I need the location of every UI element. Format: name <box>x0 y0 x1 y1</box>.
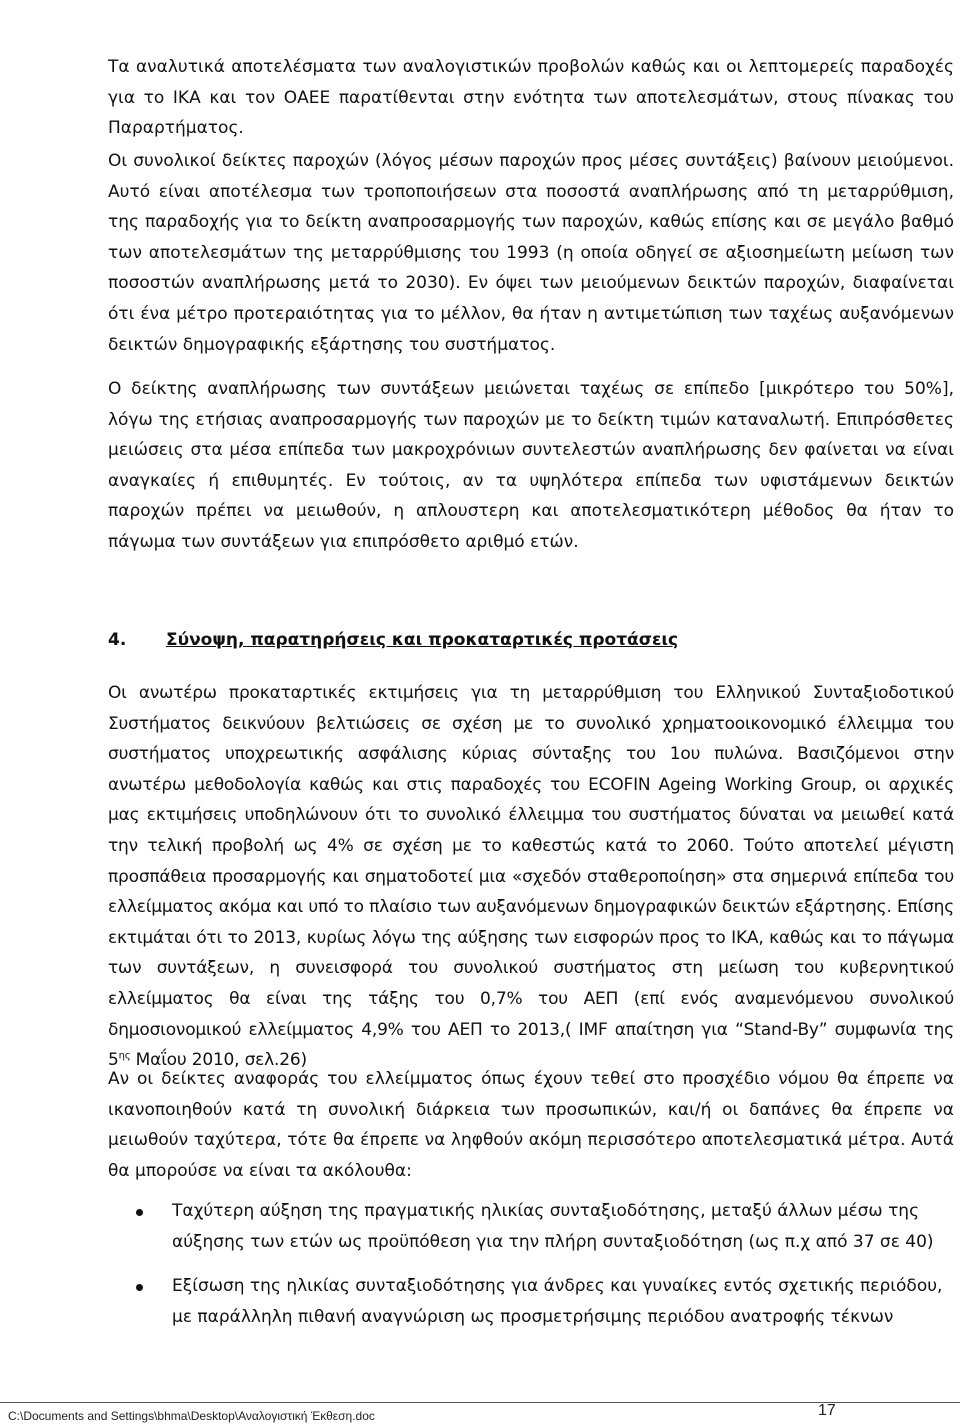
paragraph-summary-end: Μαΐου 2010, σελ.26) <box>130 1050 307 1071</box>
section-title: Σύνοψη, παρατηρήσεις και προκαταρτικές προτάσεις <box>166 630 679 650</box>
ordinal-superscript: ης <box>118 1050 131 1062</box>
section-number: 4. <box>108 630 127 650</box>
footer-file-path: C:\Documents and Settings\bhma\Desktop\Αναλογιστική Έκθεση.doc <box>8 1409 375 1423</box>
paragraph-summary-text: Οι ανωτέρω προκαταρτικές εκτιμήσεις για τη μεταρρύθμιση του Ελληνικού Συνταξιοδοτικού Συστήματος δεικνύουν βελτιώσεις σε σχέση με το συνολικό χρηματοοικονομικό έλλειμμα του συστήματος υποχρεωτικής ασφάλισης κύριας σύνταξης του 1ου πυλώνα. Βασιζόμενοι στην ανωτέρω μεθοδολογία καθώς και στις παραδοχές του ECOFIN Ageing Working Group, οι αρχικές μας εκτιμήσεις υποδηλώνουν ότι το συνολικό έλλειμμα του συστήματος δύναται να μειωθεί κατά την τελική προβολή ως 4% σε σχέση με το καθεστώς κατά το 2060. Τούτο αποτελεί μέγιστη προσπάθεια προσαρμογής και σηματοδοτεί μια «σχεδόν σταθεροποίηση» στα σημερινά επίπεδα του ελλείμματος ακόμα και υπό το πλαίσιο των αυξανόμενων δημογραφικών δεικτών εξάρτησης. Επίσης εκτιμάται ότι το 2013, κυρίως λόγω της αύξησης των εισφορών προς το ΙΚΑ, καθώς και το πάγωμα των συντάξεων, η συνεισφορά του συνολικού συστήματος στη μείωση του κυβερνητικού ελλείμματος θα είναι της τάξης του 0,7% του ΑΕΠ (επί ενός αναμενόμενου συνολικού δημοσιονομικού ελλείμματος 4,9% του ΑΕΠ το 2013,( IMF απαίτηση για “Stand-By” συμφωνία της 5 <box>108 683 954 1071</box>
page-number: 17 <box>818 1402 836 1419</box>
page-footer <box>0 1402 960 1425</box>
list-item <box>108 1196 954 1257</box>
list-item <box>108 1271 954 1332</box>
list-item-text: Εξίσωση της ηλικίας συνταξιοδότησης για άνδρες και γυναίκες εντός σχετικής περιόδου, με παράλληλη πιθανή αναγνώριση ως προσμετρήσιμης περιόδου ανατροφής τέκνων <box>172 1276 943 1327</box>
paragraph-benefit-ratios: Οι συνολικοί δείκτες παροχών (λόγος μέσων παροχών προς μέσες συντάξεις) βαίνουν μειούμενοι. Αυτό είναι αποτέλεσμα των τροποποιήσεων στα ποσοστά αναπλήρωσης από τη μεταρρύθμιση, της παραδοχής για το δείκτη αναπροσαρμογής των παροχών, καθώς επίσης και σε μεγάλο βαθμό των αποτελεσμάτων της μεταρρύθμισης του 1993 (η οποία οδηγεί σε αξιοσημείωτη μείωση των ποσοστών αναπλήρωσης μετά το 2030). Εν όψει των μειούμενων δεικτών παροχών, διαφαίνεται ότι ένα μέτρο προτεραιότητας για το μέλλον, θα ήταν η αντιμετώπιση των ταχέως αυξανόμενων δεικτών δημογραφικής εξάρτησης του συστήματος. <box>108 151 954 355</box>
section-heading <box>108 630 954 650</box>
list-item-text: Ταχύτερη αύξηση της πραγματικής ηλικίας συνταξιοδότησης, μεταξύ άλλων μέσω της αύξησης των ετών ως προϋπόθεση για την πλήρη συνταξιοδότηση (ως π.χ από 37 σε 40) <box>172 1201 934 1252</box>
paragraph-results: Τα αναλυτικά αποτελέσματα των αναλογιστικών προβολών καθώς και οι λεπτομερείς παραδοχές για το ΙΚΑ και τον ΟΑΕΕ παρατίθενται στην ενότητα των αποτελεσμάτων, στους πίνακας του Παραρτήματος. <box>108 57 954 139</box>
measures-list <box>108 1196 954 1346</box>
paragraph-summary <box>108 678 954 1076</box>
paragraph-measures-intro: Αν οι δείκτες αναφοράς του ελλείμματος όπως έχουν τεθεί στο προσχέδιο νόμου θα έπρεπε να ικανοποιηθούν κατά τη συνολική διάρκεια των προσωπικών, και/ή οι δαπάνες θα έπρεπε να μειωθούν ταχύτερα, τότε θα έπρεπε να ληφθούν ακόμη περισσότερο αποτελεσματικά μέτρα. Αυτά θα μπορούσε να είναι τα ακόλουθα: <box>108 1069 954 1181</box>
paragraph-replacement-rate: Ο δείκτης αναπλήρωσης των συντάξεων μειώνεται ταχέως σε επίπεδο [μικρότερο του 50%], λόγω της ετήσιας αναπροσαρμογής των παροχών με το δείκτη τιμών καταναλωτή. Επιπρόσθετες μειώσεις στα μέσα επίπεδα των μακροχρόνιων συντελεστών αναπλήρωσης δεν φαίνεται να είναι αναγκαίες ή επιθυμητές. Εν τούτοις, αν τα υψηλότερα επίπεδα των υφιστάμενων δεικτών παροχών πρέπει να μειωθούν, η απλουστερη και αποτελεσματικότερη μέθοδος θα ήταν το πάγωμα των συντάξεων για επιπρόσθετο αριθμό ετών. <box>108 379 954 552</box>
bullet-icon <box>136 1209 143 1216</box>
bullet-icon <box>136 1284 143 1291</box>
